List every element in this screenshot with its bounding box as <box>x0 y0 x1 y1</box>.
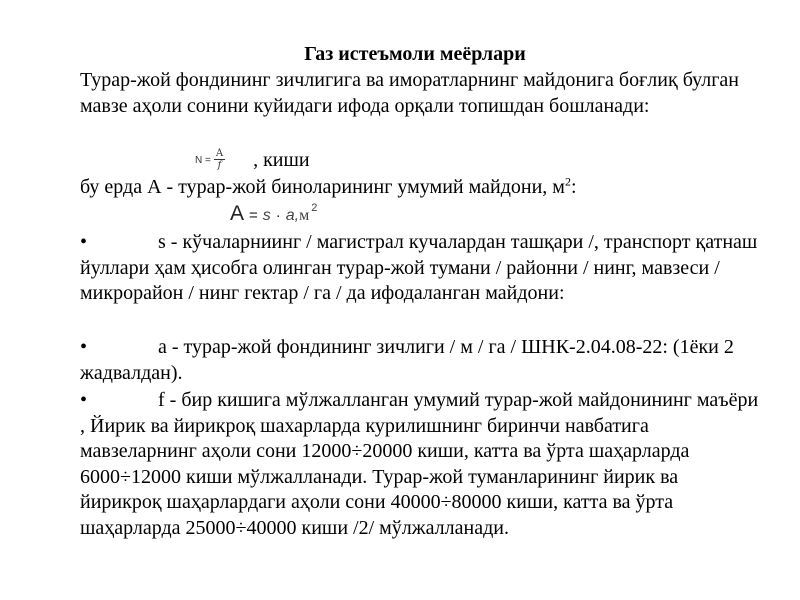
bullet-item-f <box>80 388 760 541</box>
area-formula-equals: = <box>249 207 258 224</box>
bullet-marker: • <box>80 231 88 253</box>
area-unit-superscript: 2 <box>564 174 571 189</box>
bullet-marker: • <box>80 389 88 411</box>
area-formula-lhs: A <box>230 202 245 225</box>
area-formula-power: 2 <box>311 202 318 214</box>
bullet-item-a <box>80 335 760 386</box>
population-formula <box>195 143 310 177</box>
area-formula-s: s <box>262 207 271 224</box>
area-definition-text: бу ерда А - турар-жой биноларининг умумий майдони, м <box>80 176 565 198</box>
bullet-marker: • <box>80 336 88 358</box>
area-formula-dot: · <box>275 207 281 224</box>
bullet-text: f - бир кишига мўлжалланган умумий турар-жой майдонининг маъёри , Йирик ва йирикроқ шахарларда курилишнинг биринчи навбатига мавзеларнинг аҳоли сони 12000÷20000 киши, катта ва ўрта шаҳарларда 6000÷12000 киши мўлжалланади. Турар-жой туманларининг йирик ва йирикроқ шаҳарлардаги аҳоли сони 40000÷80000 киши, катта ва ўрта шаҳарларда 25000÷40000 киши /2/ мўлжалланади. <box>80 389 759 539</box>
bullet-text: s - кўчаларниинг / магистрал кучалардан ташқари /, транспорт қатнаш йуллари ҳам ҳисобга олинган турар-жой тумани / районни / нинг, мавзеси / микрорайон / нинг гектар / га / да ифодаланган майдони: <box>80 231 758 304</box>
formula-lhs: N = <box>195 154 211 166</box>
formula-fraction <box>214 148 225 172</box>
area-formula-unit: м <box>299 207 310 224</box>
fraction-denominator: f <box>217 160 222 171</box>
formula-unit: , киши <box>253 148 310 171</box>
bullet-item-s <box>80 230 760 307</box>
slide-title: Газ истеъмоли меёрлари <box>304 43 526 65</box>
area-definition <box>80 175 760 201</box>
area-formula-a: a, <box>285 207 300 224</box>
fraction-numerator: A <box>215 148 224 159</box>
area-definition-tail: : <box>570 176 577 198</box>
bullet-text: a - турар-жой фондининг зичлиги / м / га / ШНК-2.04.08-22: (1ёки 2 жадвалдан). <box>80 336 734 384</box>
area-formula <box>230 202 317 226</box>
intro-paragraph: Турар-жой фондининг зичлигига ва иморатларнинг майдонига боғлиқ булган мавзе аҳоли сонини куйидаги ифода орқали топишдан бошланади: <box>80 69 739 117</box>
